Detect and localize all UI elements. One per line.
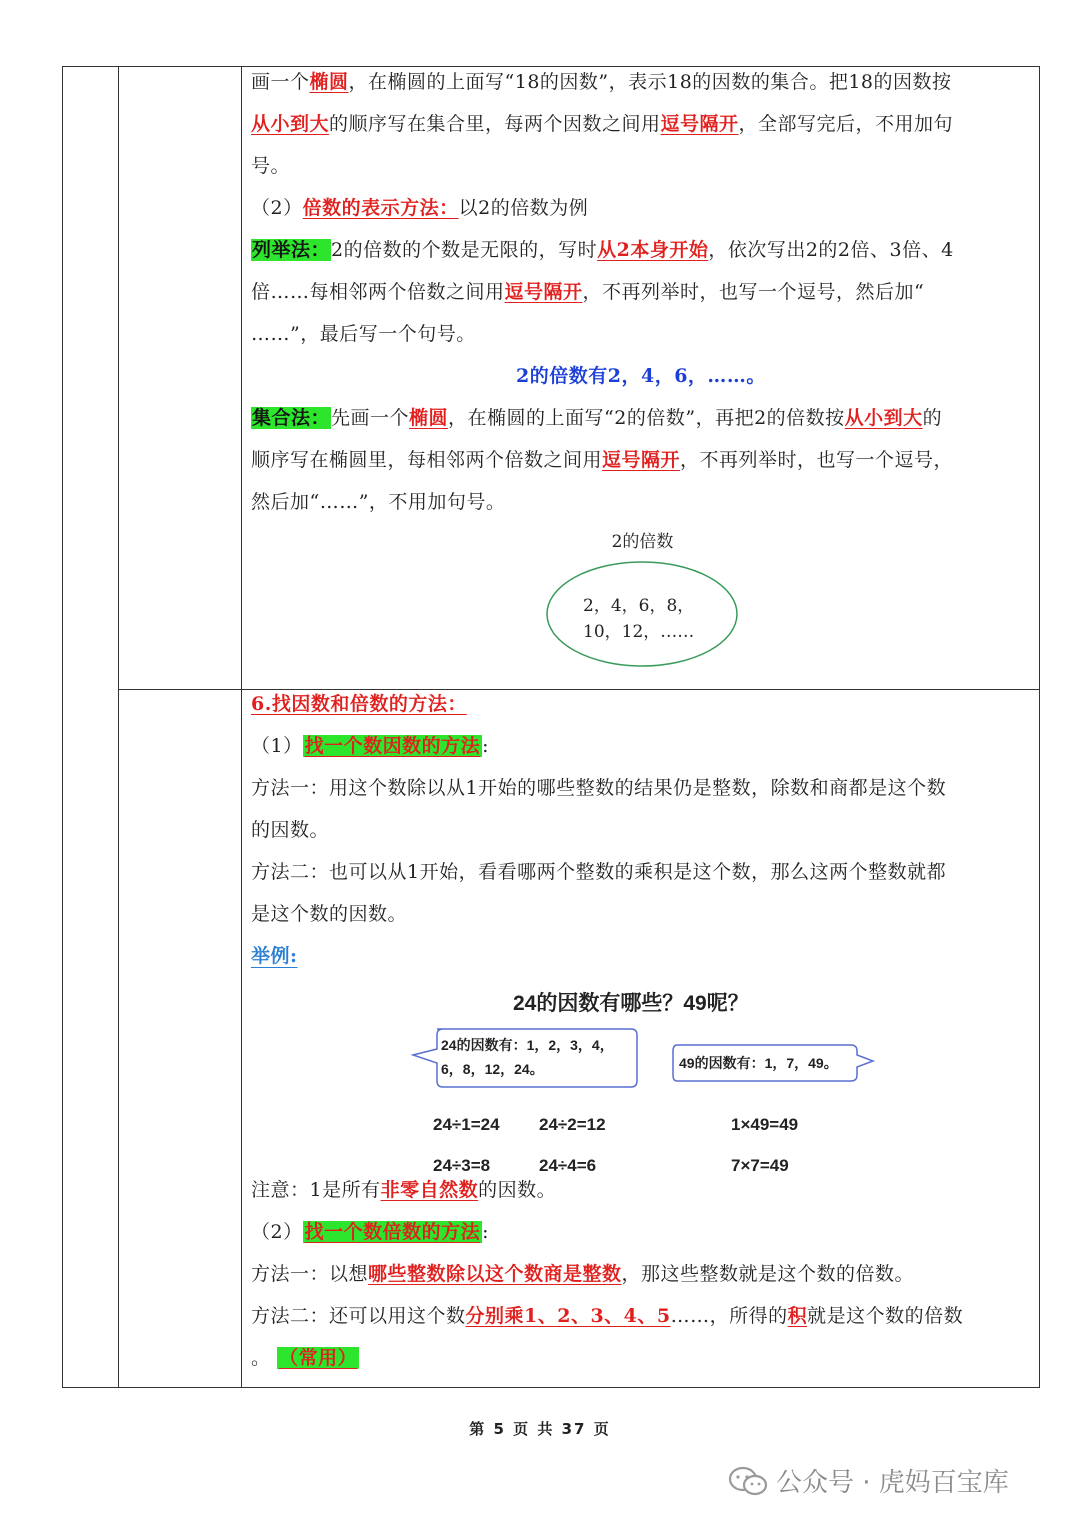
enumeration-example: 2的倍数有2，4，6，……。 <box>516 365 766 387</box>
set-content-line: 2，4，6，8， <box>583 596 695 616</box>
text-line: 方法二：还可以用这个数分别乘1、2、3、4、5……，所得的积就是这个数的倍数 <box>251 1305 964 1327</box>
text-line: 顺序写在椭圆里，每相邻两个倍数之间用逗号隔开，不再列举时，也写一个逗号， <box>251 449 954 471</box>
text-line: 然后加“……”，不用加句号。 <box>251 491 506 513</box>
text-line: 方法一：以想哪些整数除以这个数商是整数，那这些整数就是这个数的倍数。 <box>251 1263 915 1285</box>
equation: 24÷1=24 <box>433 1115 500 1134</box>
text-line: 倍……每相邻两个倍数之间用逗号隔开，不再列举时，也写一个逗号，然后加“ <box>251 281 925 303</box>
multiples-set-diagram <box>545 527 740 677</box>
content-table <box>62 66 1040 1388</box>
section-6-cell-continued <box>251 1169 1031 1379</box>
bubble-24-line1: 24的因数有：1，2，3，4， <box>441 1037 614 1053</box>
text-line: 的因数。 <box>251 819 330 841</box>
table-column-divider-1 <box>118 67 119 1387</box>
text-line: 方法二：也可以从1开始，看看哪两个整数的乘积是这个数，那么这两个整数就都 <box>251 861 947 883</box>
example-question: 24的因数有哪些？49呢？ <box>513 992 749 1015</box>
bubble-24-line2: 6，8，12，24。 <box>441 1061 544 1077</box>
set-content-line: 10，12，…… <box>583 622 695 642</box>
text-line: 号。 <box>251 155 291 177</box>
example-label: 举例: <box>251 945 298 967</box>
equation: 24÷3=8 <box>433 1156 491 1175</box>
watermark <box>728 1462 1009 1499</box>
set-method-line: 集合法：先画一个椭圆，在椭圆的上面写“2的倍数”，再把2的倍数按从小到大的 <box>252 407 943 429</box>
multiple-representation-heading: （2）倍数的表示方法：以2的倍数为例 <box>251 197 589 219</box>
text-line: ……”，最后写一个句号。 <box>251 323 476 345</box>
enumeration-method-line: 列举法：2的倍数的个数是无限的，写时从2本身开始，依次写出2的2倍、3倍、4 <box>252 239 954 261</box>
watermark-text: 公众号 · 虎妈百宝库 <box>776 1468 1009 1498</box>
find-factors-heading: （1） 找一个数因数的方法 : <box>251 735 490 757</box>
equation: 24÷2=12 <box>539 1115 606 1134</box>
section-title: 6.找因数和倍数的方法： <box>251 693 467 715</box>
text-line: 是这个数的因数。 <box>251 903 408 925</box>
section-5-cell <box>251 61 1031 523</box>
equation: 1×49=49 <box>731 1115 799 1134</box>
wechat-icon <box>728 1465 768 1497</box>
text-line: 。 （常用） <box>251 1347 358 1369</box>
find-multiples-heading: （2） 找一个数倍数的方法 : <box>251 1221 490 1243</box>
text-line: 画一个椭圆，在椭圆的上面写“18的因数”，表示18的因数的集合。把18的因数按 <box>251 71 952 93</box>
section-6-cell <box>251 683 1031 977</box>
note-line: 注意：1是所有非零自然数的因数。 <box>251 1179 557 1201</box>
equation: 7×7=49 <box>731 1156 789 1175</box>
set-title: 2的倍数 <box>611 532 674 552</box>
text-line: 方法一：用这个数除以从1开始的哪些整数的结果仍是整数，除数和商都是这个数 <box>251 777 947 799</box>
equation: 24÷4=6 <box>539 1156 597 1175</box>
text-line: 从小到大的顺序写在集合里，每两个因数之间用逗号隔开，全部写完后，不用加句 <box>251 113 954 135</box>
table-column-divider-2 <box>241 67 242 1387</box>
page-number-footer: 第 5 页 共 37 页 <box>469 1420 611 1438</box>
bubble-49-text: 49的因数有：1，7，49。 <box>679 1055 838 1071</box>
